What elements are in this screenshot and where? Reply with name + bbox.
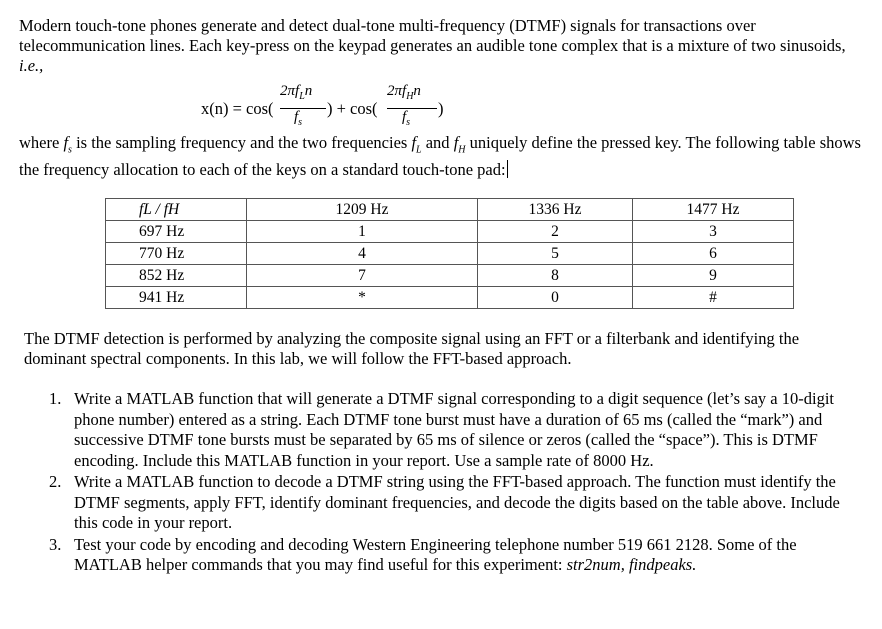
eq-num2: $2\pi f_Hn$ — [387, 83, 421, 102]
table-cell: 6 — [633, 243, 794, 265]
eq-rhs: ) — [438, 99, 444, 118]
eq-frac-bar-2 — [387, 108, 437, 109]
text-cursor — [507, 160, 508, 178]
table-cell: 2 — [478, 221, 633, 243]
list-text: Write a MATLAB function to decode a DTMF string using the FFT-based approach. The function must identify the DTMF segments, apply FFT, identify dominant frequencies, and decode the digits based on the table above. Include this code in your report. — [74, 472, 840, 532]
fh-symbol: $f_H$ — [453, 133, 466, 156]
task-list — [0, 389, 860, 577]
table-cell: 4 — [247, 243, 478, 265]
list-number: 2. — [49, 472, 62, 491]
table-cell: 770 Hz — [106, 243, 247, 265]
table-header-cell: 1477 Hz — [633, 199, 794, 221]
table-row — [106, 265, 794, 287]
eq-mid: ) + cos( — [327, 99, 378, 118]
table-row — [106, 221, 794, 243]
eq-frac-bar-1 — [280, 108, 326, 109]
table-cell: 1 — [247, 221, 478, 243]
table-cell: 3 — [633, 221, 794, 243]
table-header-cell: fL / fH — [106, 199, 247, 221]
table-header-row — [106, 199, 794, 221]
intro-ie: i.e., — [19, 56, 44, 75]
dtmf-frequency-table — [105, 198, 794, 309]
fs-symbol: $f_s$ — [63, 133, 72, 156]
intro-paragraph — [19, 16, 869, 76]
helper-commands: str2num, findpeaks. — [566, 555, 697, 574]
list-number: 3. — [49, 534, 62, 554]
list-number: 1. — [49, 389, 62, 408]
table-cell: 7 — [247, 265, 478, 287]
eq-den1: $f_s$ — [294, 109, 303, 128]
table-cell: * — [247, 287, 478, 309]
where-paragraph: where $f_s$ is the sampling frequency and the two frequencies $f_L$ and $f_H$ uniquely define the pressed key. The following table shows the frequency allocation to each of the keys on a standard touch-tone pad: — [19, 133, 861, 180]
table-cell: 852 Hz — [106, 265, 247, 287]
eq-den2: $f_s$ — [402, 109, 411, 128]
table-header-cell: 1209 Hz — [247, 199, 478, 221]
table-cell: 9 — [633, 265, 794, 287]
list-text: Test your code by encoding and decoding Western Engineering telephone number 519 661 2128. Some of the MATLAB helper commands that you may find useful for this experiment: — [74, 534, 797, 574]
table-cell: 941 Hz — [106, 287, 247, 309]
table-cell: # — [633, 287, 794, 309]
eq-lhs: x(n) = cos( — [201, 99, 274, 118]
list-item — [0, 389, 860, 471]
table-row — [106, 287, 794, 309]
table-header-cell: 1336 Hz — [478, 199, 633, 221]
dtmf-detection-paragraph: The DTMF detection is performed by analyzing the composite signal using an FFT or a filterbank and identifying the dominant spectral components. In this lab, we will follow the FFT-based approach. — [24, 329, 800, 368]
table-cell: 5 — [478, 243, 633, 265]
table-cell: 697 Hz — [106, 221, 247, 243]
table-cell: 0 — [478, 287, 633, 309]
equation — [201, 83, 501, 133]
list-item — [0, 535, 860, 576]
table-row — [106, 243, 794, 265]
eq-num1: $2\pi f_Ln$ — [280, 83, 313, 102]
list-item — [0, 472, 860, 534]
list-text: Write a MATLAB function that will generate a DTMF signal corresponding to a digit sequence (let’s say a 10-digit phone number) entered as a string. Each DTMF tone burst must have a duration of 65 ms (called the “mark”) and successive DTMF tone bursts must be separated by 65 ms of silence or zeros (called the “space”). This is DTMF encoding. Include this MATLAB function in your report. Use a sample rate of 8000 Hz. — [74, 389, 834, 470]
intro-text: Modern touch-tone phones generate and detect dual-tone multi-frequency (DTMF) signals for transactions over telecommunication lines. Each key-press on the keypad generates an audible tone complex that is a mixture of two sinusoids, — [19, 16, 846, 55]
table-cell: 8 — [478, 265, 633, 287]
fl-symbol: $f_L$ — [411, 133, 422, 156]
